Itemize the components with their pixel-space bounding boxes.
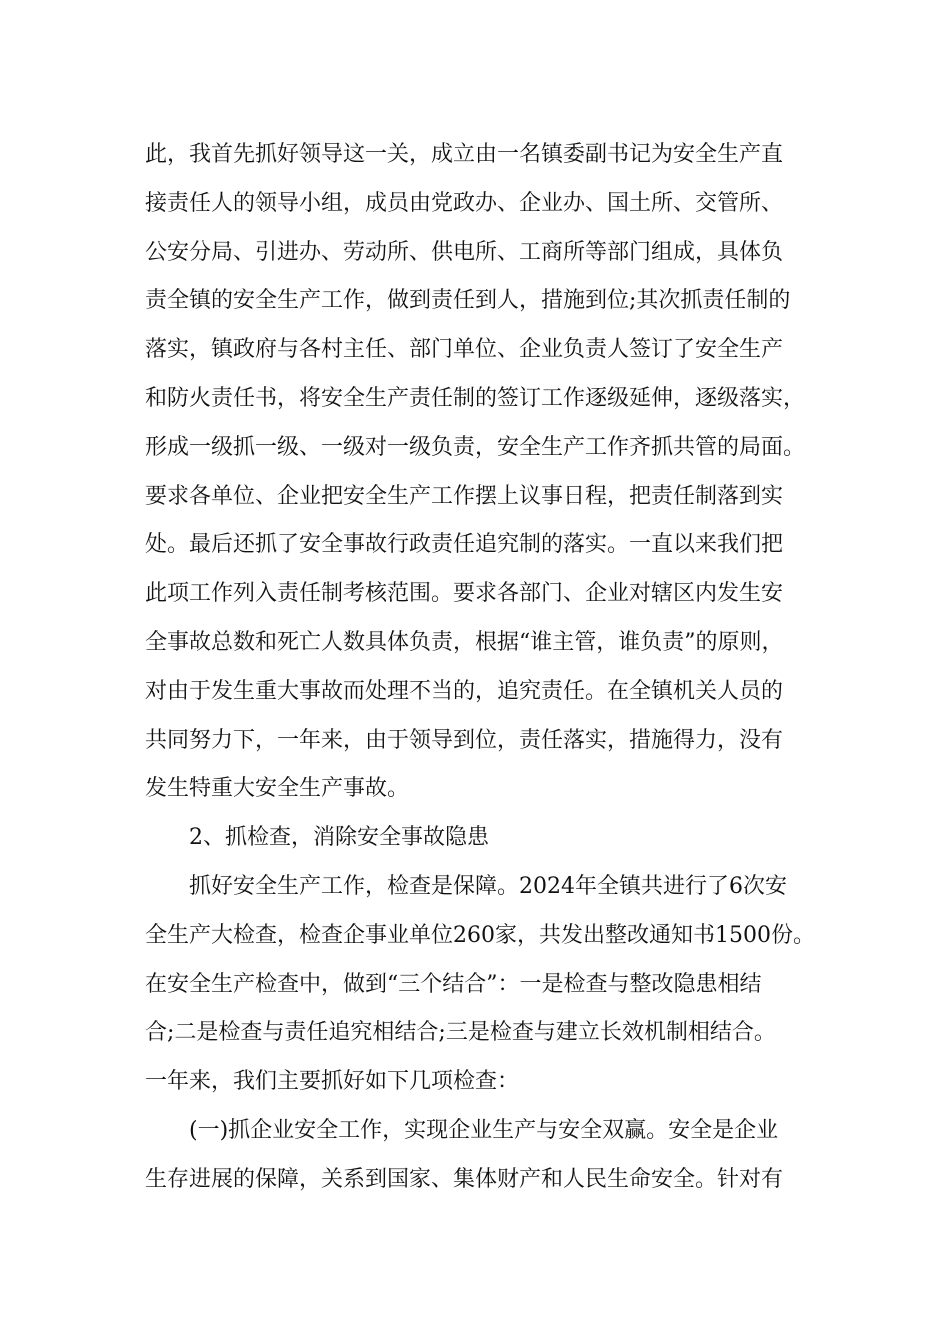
text-line: 在安全生产检查中，做到“三个结合”：一是检查与整改隐患相结 [145,971,762,997]
text-line: 此项工作列入责任制考核范围。要求各部门、企业对辖区内发生安 [145,581,784,607]
text-line: 2、抓检查，消除安全事故隐患 [189,825,489,851]
text-line: 生存进展的保障，关系到国家、集体财产和人民生命安全。针对有 [145,1166,784,1192]
text-line: 责全镇的安全生产工作，做到责任到人，措施到位;其次抓责任制的 [145,288,791,314]
document-body [145,131,835,1205]
text-line: 接责任人的领导小组，成员由党政办、企业办、国土所、交管所、 [145,190,784,216]
text-line: 发生特重大安全生产事故。 [145,776,410,802]
text-line: 要求各单位、企业把安全生产工作摆上议事日程，把责任制落到实 [145,483,784,509]
text-line: 一年来，我们主要抓好如下几项检查： [145,1069,520,1095]
text-line: 全生产大检查，检查企事业单位260家，共发出整改通知书1500份。 [145,922,815,948]
text-line: (一)抓企业安全工作，实现企业生产与安全双赢。安全是企业 [189,1117,779,1143]
text-line: 对由于发生重大事故而处理不当的，追究责任。在全镇机关人员的 [145,678,784,704]
text-line: 形成一级抓一级、一级对一级负责，安全生产工作齐抓共管的局面。 [145,434,806,460]
text-line: 公安分局、引进办、劳动所、供电所、工商所等部门组成，具体负 [145,239,784,265]
text-line: 处。最后还抓了安全事故行政责任追究制的落实。一直以来我们把 [145,532,784,558]
text-line: 共同努力下，一年来，由于领导到位，责任落实，措施得力，没有 [145,727,784,753]
text-line: 全事故总数和死亡人数具体负责，根据“谁主管，谁负责”的原则， [145,629,784,655]
text-line: 此，我首先抓好领导这一关，成立由一名镇委副书记为安全生产直 [145,142,784,167]
text-line: 落实，镇政府与各村主任、部门单位、企业负责人签订了安全生产 [145,337,784,363]
text-line: 和防火责任书，将安全生产责任制的签订工作逐级延伸，逐级落实， [145,385,806,411]
text-line: 合;二是检查与责任追究相结合;三是检查与建立长效机制相结合。 [145,1020,776,1046]
text-line: 抓好安全生产工作，检查是保障。2024年全镇共进行了6次安 [189,873,787,899]
